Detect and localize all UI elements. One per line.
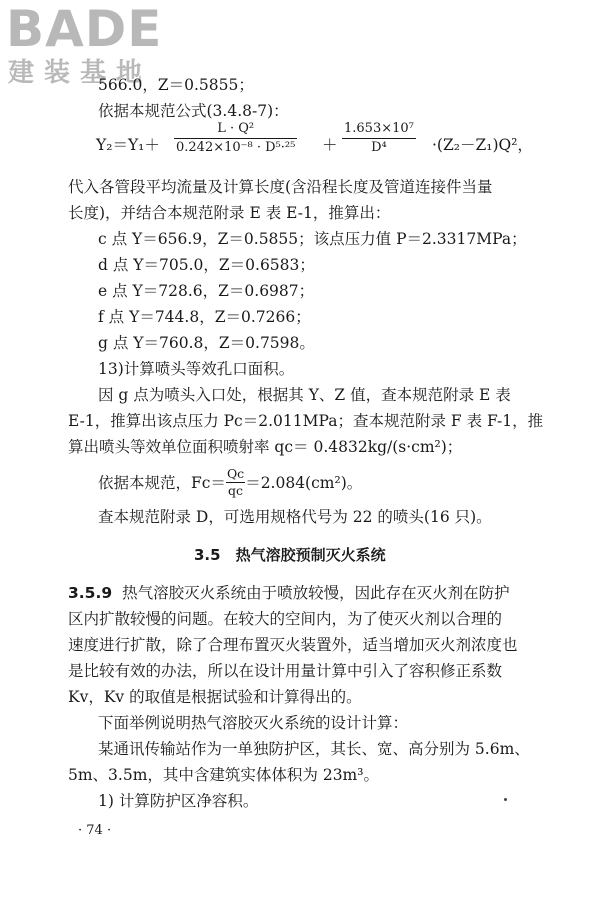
fc-denominator: qc — [228, 482, 244, 498]
formula-fraction-2 — [342, 120, 416, 157]
line-point-c: c 点 Y＝656.9，Z＝0.5855；该点压力值 P＝2.3317MPa； — [98, 230, 527, 248]
formula-lhs: Y₂＝Y₁＋ — [96, 136, 160, 154]
line-point-d: d 点 Y＝705.0，Z＝0.6583； — [98, 256, 315, 274]
line-example-room-2: 5m、3.5m，其中含建筑实体体积为 23m³。 — [68, 766, 379, 784]
line-para-g-2: E-1，推算出该点压力 Pc＝2.011MPa；查本规范附录 F 表 F-1，推 — [68, 412, 544, 430]
line-fc-formula — [98, 466, 362, 500]
formula-frac1-numerator: L · Q² — [174, 120, 297, 139]
line-3-5-9-e: Kv，Kv 的取值是根据试验和计算得出的。 — [68, 688, 362, 706]
line-nozzle-selection: 查本规范附录 D，可选用规格代号为 22 的喷头(16 只)。 — [98, 508, 492, 526]
line-step-13: 13)计算喷头等效孔口面积。 — [98, 360, 295, 378]
fc-fraction — [226, 466, 245, 499]
logo-subtext: 建装基地 — [8, 58, 153, 88]
line-point-e: e 点 Y＝728.6，Z＝0.6987； — [98, 282, 315, 300]
clause-number: 3.5.9 — [68, 584, 113, 602]
clause-text-a: 热气溶胶灭火系统由于喷放较慢，因此存在灭火剂在防护 — [122, 584, 510, 602]
line-continued-values: 566.0，Z＝0.5855； — [98, 76, 254, 94]
line-substitution-1: 代入各管段平均流量及计算长度(含沿程长度及管道连接件当量 — [68, 178, 493, 196]
line-3-5-9-c: 速度进行扩散，除了合理布置灭火装置外，适当增加灭火剂浓度也 — [68, 636, 518, 654]
line-example-step-1: 1) 计算防护区净容积。 — [98, 792, 259, 810]
line-para-g-1: 因 g 点为喷头入口处，根据其 Y、Z 值，查本规范附录 E 表 — [98, 386, 511, 404]
line-point-f: f 点 Y＝744.8，Z＝0.7266； — [98, 308, 311, 326]
line-point-g: g 点 Y＝760.8，Z＝0.7598。 — [98, 334, 315, 352]
page-number: · 74 · — [78, 823, 112, 838]
logo-text: BADE — [6, 0, 163, 58]
fc-suffix: ＝2.084(cm²)。 — [245, 474, 363, 492]
formula-fraction-1 — [174, 120, 297, 157]
line-3-5-9-d: 是比较有效的办法，所以在设计用量计算中引入了容积修正系数 — [68, 662, 503, 680]
formula-frac1-denominator: 0.242×10⁻⁸ · D⁵·²⁵ — [176, 140, 296, 155]
section-title-3-5: 3.5 热气溶胶预制灭火系统 — [194, 546, 386, 564]
formula-frac2-numerator: 1.653×10⁷ — [342, 120, 416, 139]
fc-numerator: Qc — [226, 465, 245, 481]
fc-prefix: 依据本规范，Fc＝ — [98, 474, 226, 492]
formula-y2 — [96, 120, 596, 168]
line-substitution-2: 长度)，并结合本规范附录 E 表 E-1，推算出： — [68, 204, 391, 222]
line-formula-ref: 依据本规范公式(3.4.8-7)： — [98, 102, 289, 120]
line-example-room-1: 某通讯传输站作为一单独防护区，其长、宽、高分别为 5.6m、 — [98, 740, 530, 758]
formula-tail: ·(Z₂－Z₁)Q²， — [432, 136, 533, 154]
line-3-5-9-b: 区内扩散较慢的问题。在较大的空间内，为了使灭火剂以合理的 — [68, 610, 503, 628]
formula-frac2-denominator: D⁴ — [371, 140, 387, 155]
line-example-intro: 下面举例说明热气溶胶灭火系统的设计计算： — [98, 714, 409, 732]
line-3-5-9-a — [68, 582, 510, 604]
formula-plus: ＋ — [322, 136, 338, 154]
line-para-g-3: 算出喷头等效单位面积喷射率 qc＝ 0.4832kg/(s·cm²)； — [68, 438, 463, 456]
scan-speck — [504, 798, 507, 801]
